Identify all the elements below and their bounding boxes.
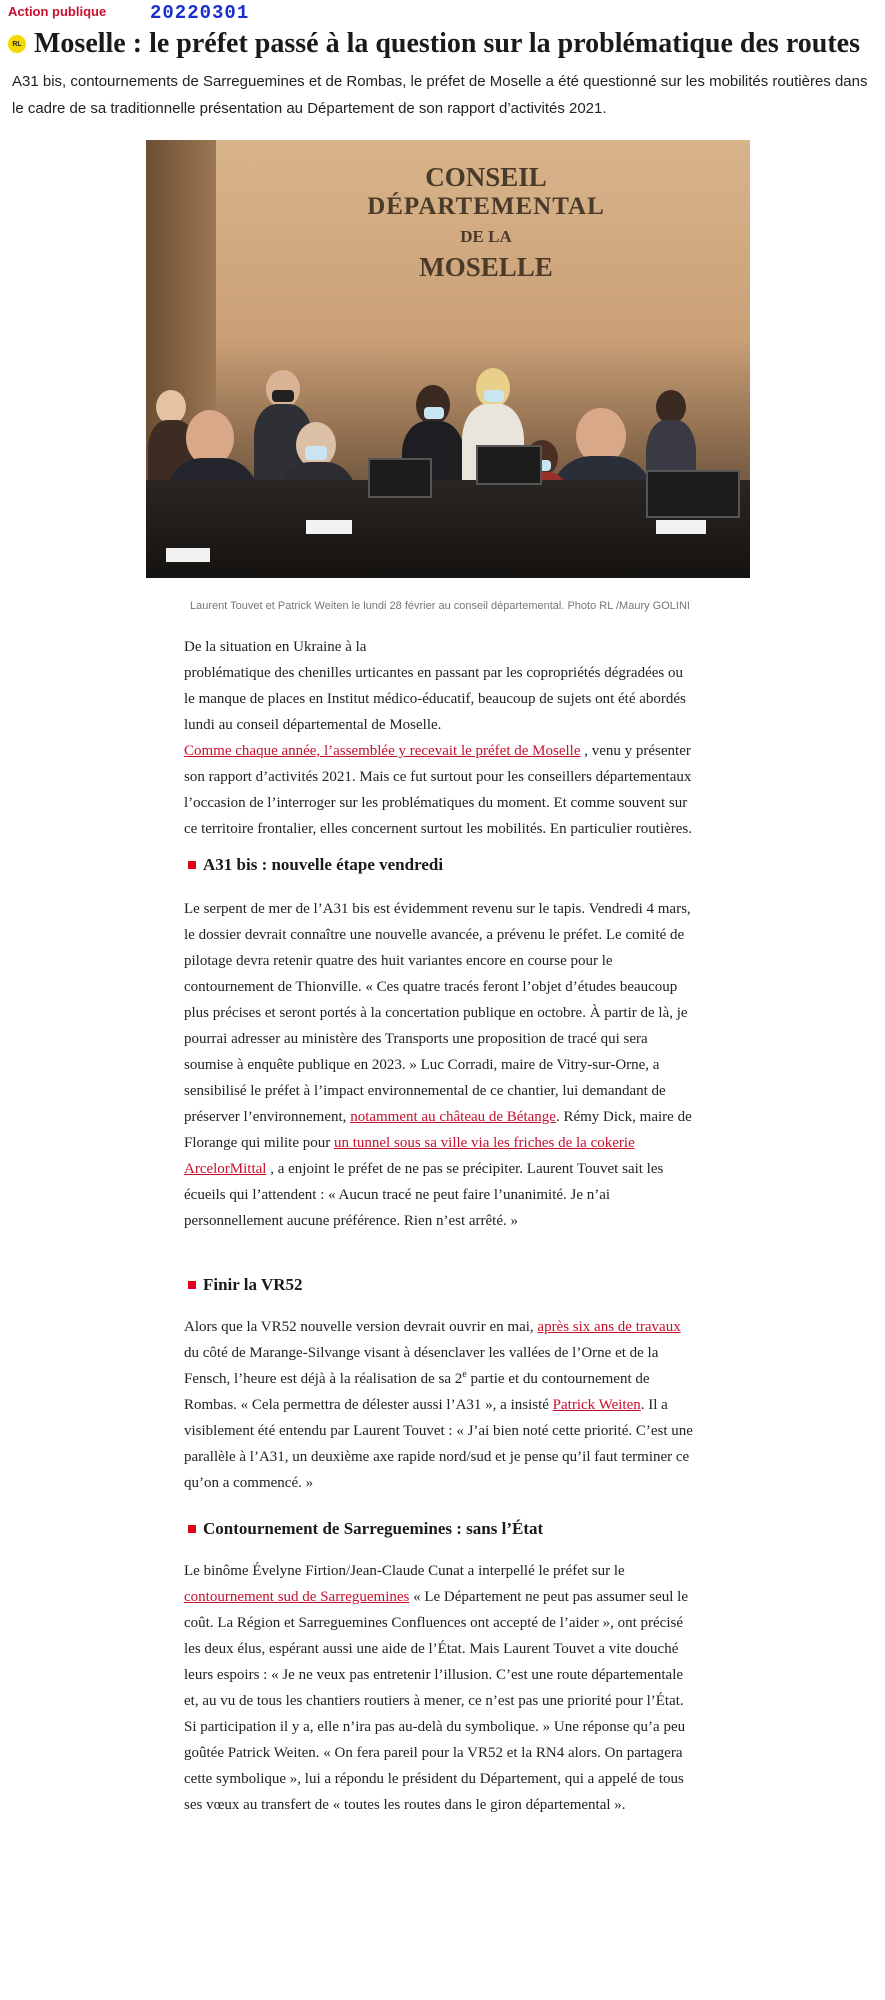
nameplate-shape (656, 520, 706, 534)
article-photo (146, 140, 750, 578)
photo-caption: Laurent Touvet et Patrick Weiten le lundi 28 février au conseil départemental. Photo RL /Maury GOLINI (190, 600, 690, 612)
article-link[interactable]: contournement sud de Sarreguemines (184, 1589, 410, 1605)
laptop-shape (368, 458, 432, 498)
red-square-icon (188, 1281, 196, 1289)
page-title: Moselle : le préfet passé à la question sur la problématique des routes (34, 28, 860, 59)
sign-line-2: DÉPARTEMENTAL (367, 193, 605, 220)
nameplate-shape (166, 548, 210, 562)
rl-logo-icon: RL (8, 35, 26, 53)
article-link[interactable]: après six ans de travaux (537, 1319, 681, 1335)
sign-line-1: CONSEIL (425, 162, 547, 192)
article-lead: A31 bis, contournements de Sarreguemines et de Rombas, le préfet de Moselle a été questionné sur les mobilités routières dans le cadre de sa traditionnelle présentation au Département de son rapport d’activités 2021. (12, 73, 868, 117)
section-heading: Contournement de Sarreguemines : sans l’État (188, 1516, 694, 1542)
article-link[interactable]: Comme chaque année, l’assemblée y recevait le préfet de Moselle (184, 743, 581, 759)
top-bar (0, 0, 885, 24)
article-link[interactable]: Patrick Weiten (552, 1397, 641, 1413)
article-body (184, 634, 694, 1818)
section-heading: A31 bis : nouvelle étape vendredi (188, 852, 694, 878)
article-link[interactable]: un tunnel sous sa ville via les friches de la cokerie ArcelorMittal (184, 1135, 635, 1177)
date-stamp: 20220301 (150, 2, 250, 24)
article-paragraph: Le binôme Évelyne Firtion/Jean-Claude Cunat a interpellé le préfet sur le contournement sud de Sarreguemines « Le Département ne peut pas assumer seul le coût. La Région et Sarreguemines Confluences ont accepté de l’aider », ont précisé les deux élus, espérant aussi une aide de l’État. Mais Laurent Touvet a vite douché leurs espoirs : « Je ne veux pas entretenir l’illusion. C’est une route départementale et, au vu de tous les chantiers routiers à mener, ce n’est pas une priorité pour l’État. Si participation il y a, elle n’ira pas au-delà du symbolique. » Une réponse qu’a peu goûtée Patrick Weiten. « On fera pareil pour la VR52 et la RN4 alors. On partagera cette symbolique », lui a répondu le président du Département, qui a appelé de tous ses vœux au transfert de « toutes les routes dans le giron départemental ». (184, 1563, 689, 1813)
sign-line-3: DE LA (460, 227, 512, 246)
red-square-icon (188, 1525, 196, 1533)
article-paragraph: De la situation en Ukraine à la problématique des chenilles urticantes en passant par les copropriétés dégradées ou le manque de places en Institut médico-éducatif, beaucoup de sujets ont été abordés lundi au conseil départemental de Moselle. Comme chaque année, l’assemblée y recevait le préfet de Moselle , venu y présenter son rapport d’activités 2021. Mais ce fut surtout pour les conseillers départementaux l’occasion de l’interroger sur les problématiques du moment. Et comme souvent sur ce territoire frontalier, elles concernent surtout les mobilités. En particulier routières. (184, 639, 692, 837)
article-paragraph: Alors que la VR52 nouvelle version devrait ouvrir en mai, après six ans de travaux du côté de Marange-Silvange visant à désenclaver les vallées de l’Orne et de la Fensch, l’heure est déjà à la réalisation de sa 2e partie et du contournement de Rombas. « Cela permettra de délester aussi l’A31 », a insisté Patrick Weiten. Il a visiblement été entendu par Laurent Touvet : « J’ai bien noté cette priorité. C’est une parallèle à l’A31, un deuxième axe rapide nord/sud et je pense qu’il faut terminer ce qu’on a commencé. » (184, 1319, 693, 1491)
photo-wall-sign (346, 162, 626, 282)
sign-line-4: MOSELLE (419, 252, 553, 282)
red-square-icon (188, 861, 196, 869)
category-label[interactable]: Action publique (8, 4, 107, 19)
laptop-shape (476, 445, 542, 485)
title-row (0, 24, 885, 64)
article-link[interactable]: notamment au château de Bétange (350, 1109, 556, 1125)
nameplate-shape (306, 520, 352, 534)
article-paragraph: Le serpent de mer de l’A31 bis est évidemment revenu sur le tapis. Vendredi 4 mars, le dossier devrait connaître une nouvelle avancée, a prévenu le préfet. Le comité de pilotage devra retenir quatre des huit variantes encore en course pour le contournement de Thionville. « Ces quatre tracés feront l’objet d’études beaucoup plus précises et seront portés à la concertation publique en octobre. À partir de là, je pourrai adresser au ministère des Transports une proposition de tracé qui sera soumise à enquête publique en 2023. » Luc Corradi, maire de Vitry-sur-Orne, a sensibilisé le préfet à l’impact environnemental de ce chantier, lui demandant de préserver l’environnement, notamment au château de Bétange. Rémy Dick, maire de Florange qui milite pour un tunnel sous sa ville via les friches de la cokerie ArcelorMittal , a enjoint le préfet de ne pas se précipiter. Laurent Touvet sait les écueils qui l’attendent : « Aucun tracé ne peut faire l’unanimité. Je n’ai personnellement aucune préférence. Rien n’est arrêté. » (184, 901, 692, 1229)
laptop-shape (646, 470, 740, 518)
section-heading: Finir la VR52 (188, 1272, 694, 1298)
